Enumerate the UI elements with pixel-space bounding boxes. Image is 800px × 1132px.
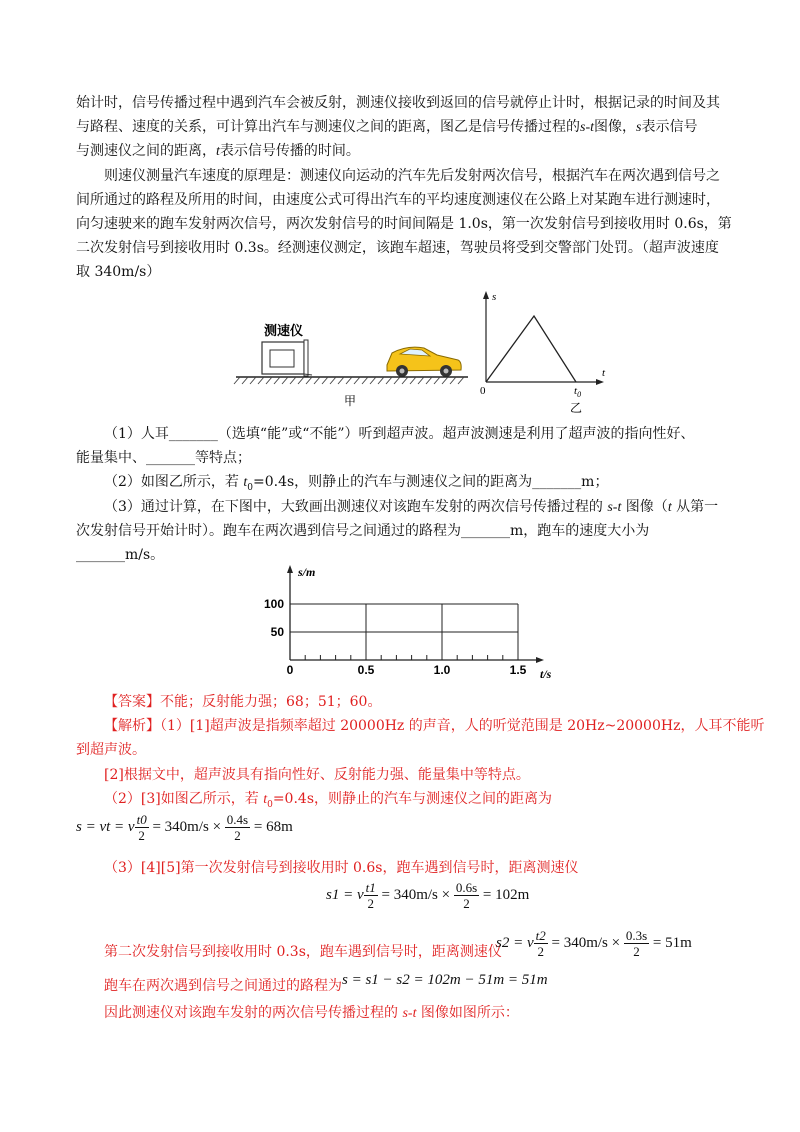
s-axis-label: s (492, 291, 497, 303)
x-axis-label: t/s (540, 667, 552, 681)
equation-1: s = vt = v $\frac{t0}{2}$ = 340m/s × $\frac{0.4s}{2}$ = 68m (76, 812, 293, 843)
para-line-6: 向匀速驶来的跑车发射两次信号，两次发射信号的时间间隔是 1.0s，第一次发射信号到接收用时 0.6s，第 (76, 216, 732, 232)
analysis-line-4: （2）[3]如图乙所示，若 $t_0=0.4s$，则静止的汽车与测速仪之间的距离为 (104, 791, 553, 810)
t0-label: $t_0$ (574, 385, 582, 399)
answer-tag: 【答案】 (104, 694, 160, 710)
para-line-8: 取 340m/s） (76, 264, 161, 280)
x-axis-arrow (536, 657, 544, 663)
question-3-line-2: 次发射信号开始计时）。跑车在两次遇到信号之间通过的路程为_______m，跑车的速度大小为 (76, 523, 650, 539)
device-label: 测速仪 (264, 324, 304, 339)
x-tick-label: 0 (286, 663, 294, 677)
analysis-line-5: （3）[4][5]第一次发射信号到接收用时 0.6s，跑车遇到信号时，距离测速仪 (104, 860, 579, 876)
question-1-line-1: （1）人耳_______（选填“能”或“不能”）听到超声波。超声波测速是利用了超声波的指向性好、 (104, 426, 695, 442)
speed-meter-device (262, 340, 312, 376)
figure-yi-caption: 乙 (570, 401, 583, 413)
analysis-line-7: 跑车在两次遇到信号之间通过的路程为 (104, 978, 342, 994)
x-tick-label: 1.0 (433, 663, 451, 677)
analysis-line-6: 第二次发射信号到接收用时 0.3s，跑车遇到信号时，距离测速仪 (104, 944, 502, 960)
analysis-tag: 【解析】 (104, 718, 160, 734)
para-line-4: 则速仪测量汽车速度的原理是：测速仪向运动的汽车先后发射两次信号，根据汽车在两次遇到信号之 (104, 168, 720, 184)
question-2-line-1: （2）如图乙所示，若 $t_0=0.4s$，则静止的汽车与测速仪之间的距离为_______m； (104, 474, 609, 493)
figure-jia-caption: 甲 (343, 394, 357, 408)
chart-ticks (305, 655, 503, 660)
analysis-line-1: 【解析】（1）[1]超声波是指频率超过 20000Hz 的声音，人的听觉范围是 20Hz~20000Hz，人耳不能听 (104, 718, 765, 734)
equation-3: s2 = v $\frac{t2}{2}$ = 340m/s × $\frac{0.3s}{2}$ = 51m (496, 928, 692, 959)
para-line-1: 始计时，信号传播过程中遇到汽车会被反射，测速仪接收到返回的信号就停止计时，根据记录的时间及其 (76, 95, 720, 111)
signal-path-line (486, 316, 576, 382)
car-icon (387, 347, 461, 377)
figure-yi (474, 288, 614, 413)
ground-hatching (234, 377, 464, 384)
analysis-line-2: 到超声波。 (76, 742, 146, 758)
x-tick-label: 1.5 (509, 663, 527, 677)
equation-4: s = s1 − s2 = 102m − 51m = 51m (342, 972, 548, 988)
question-3-line-1: （3）通过计算，在下图中，大致画出测速仪对该跑车发射的两次信号传播过程的 s-t 图像（t 从第一 (104, 499, 719, 515)
y-tick-label: 100 (263, 597, 284, 611)
y-axis-arrow (287, 565, 293, 573)
y-axis-label: s/m (298, 565, 316, 579)
question-3-line-3: _______m/s。 (76, 547, 165, 563)
para-line-2: 与路程、速度的关系，可计算出汽车与测速仪之间的距离，图乙是信号传播过程的s-t图像，s表示信号 (76, 119, 698, 135)
chart-axes (287, 565, 544, 663)
para-line-7: 二次发射信号到接收用时 0.3s。经测速仪测定，该跑车超速，驾驶员将受到交警部门处罚。（超声波速度 (76, 240, 719, 256)
equation-2: s1 = v $\frac{t1}{2}$ = 340m/s × $\frac{0.6s}{2}$ = 102m (326, 880, 530, 911)
chart-grid (290, 604, 518, 660)
chart-labels (264, 565, 552, 681)
figure-jia (232, 315, 472, 410)
origin-label: 0 (480, 385, 486, 397)
para-line-5: 间所通过的路程及所用的时间，由速度公式可得出汽车的平均速度测速仪在公路上对某跑车进行测速时， (76, 192, 720, 208)
answer-text: 不能；反射能力强；68；51；60。 (160, 694, 382, 710)
analysis-line-3: [2]根据文中，超声波具有指向性好、反射能力强、能量集中等特点。 (104, 767, 530, 783)
y-tick-label: 50 (270, 625, 284, 639)
question-1-line-2: 能量集中、_______等特点； (76, 450, 251, 466)
st-graph-chart (252, 562, 552, 690)
para-line-3: 与测速仪之间的距离，t表示信号传播的时间。 (76, 143, 360, 159)
analysis-line-8: 因此测速仪对该跑车发射的两次信号传播过程的 s-t 图像如图所示： (104, 1005, 519, 1021)
answer-line (104, 692, 381, 712)
t-axis-label: t (602, 367, 606, 379)
x-tick-label: 0.5 (357, 663, 375, 677)
